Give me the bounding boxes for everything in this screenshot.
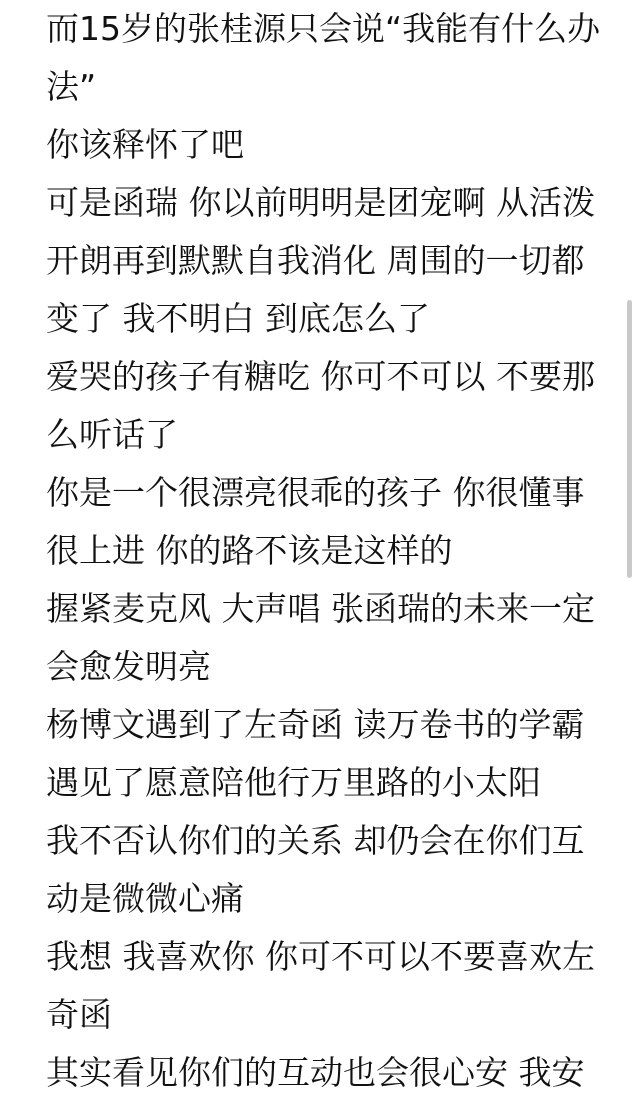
text-line: 杨博文遇到了左奇函 读万卷书的学霸 [46, 705, 585, 744]
text-line: 我想 我喜欢你 你可不可以不要喜欢左 [46, 937, 595, 976]
text-line: 握紧麦克风 大声唱 张函瑞的未来一定 [46, 589, 595, 628]
text-line: 动是微微心痛 [46, 879, 244, 918]
text-line: 我不否认你们的关系 却仍会在你们互 [46, 821, 585, 860]
text-line: 爱哭的孩子有糖吃 你可不可以 不要那 [46, 357, 595, 396]
text-line: 遇见了愿意陪他行万里路的小太阳 [46, 763, 541, 802]
text-line: 变了 我不明白 到底怎么了 [46, 299, 430, 338]
text-line: 会愈发明亮 [46, 647, 211, 686]
text-line: 你是一个很漂亮很乖的孩子 你很懂事 [46, 473, 585, 512]
text-line: 你该释怀了吧 [46, 125, 244, 164]
text-line: 其实看见你们的互动也会很心安 我安 [46, 1053, 585, 1092]
text-line: 很上进 你的路不该是这样的 [46, 531, 453, 570]
text-line: 法” [46, 67, 97, 106]
handwritten-text-block [46, 0, 606, 1102]
text-line: 而15岁的张桂源只会说“我能有什么办 [46, 9, 601, 48]
text-line: 奇函 [46, 995, 112, 1034]
text-line: 开朗再到默默自我消化 周围的一切都 [46, 241, 585, 280]
text-line: 可是函瑞 你以前明明是团宠啊 从活泼 [46, 183, 595, 222]
vertical-scrollbar[interactable] [627, 300, 632, 578]
text-line: 么听话了 [46, 415, 178, 454]
